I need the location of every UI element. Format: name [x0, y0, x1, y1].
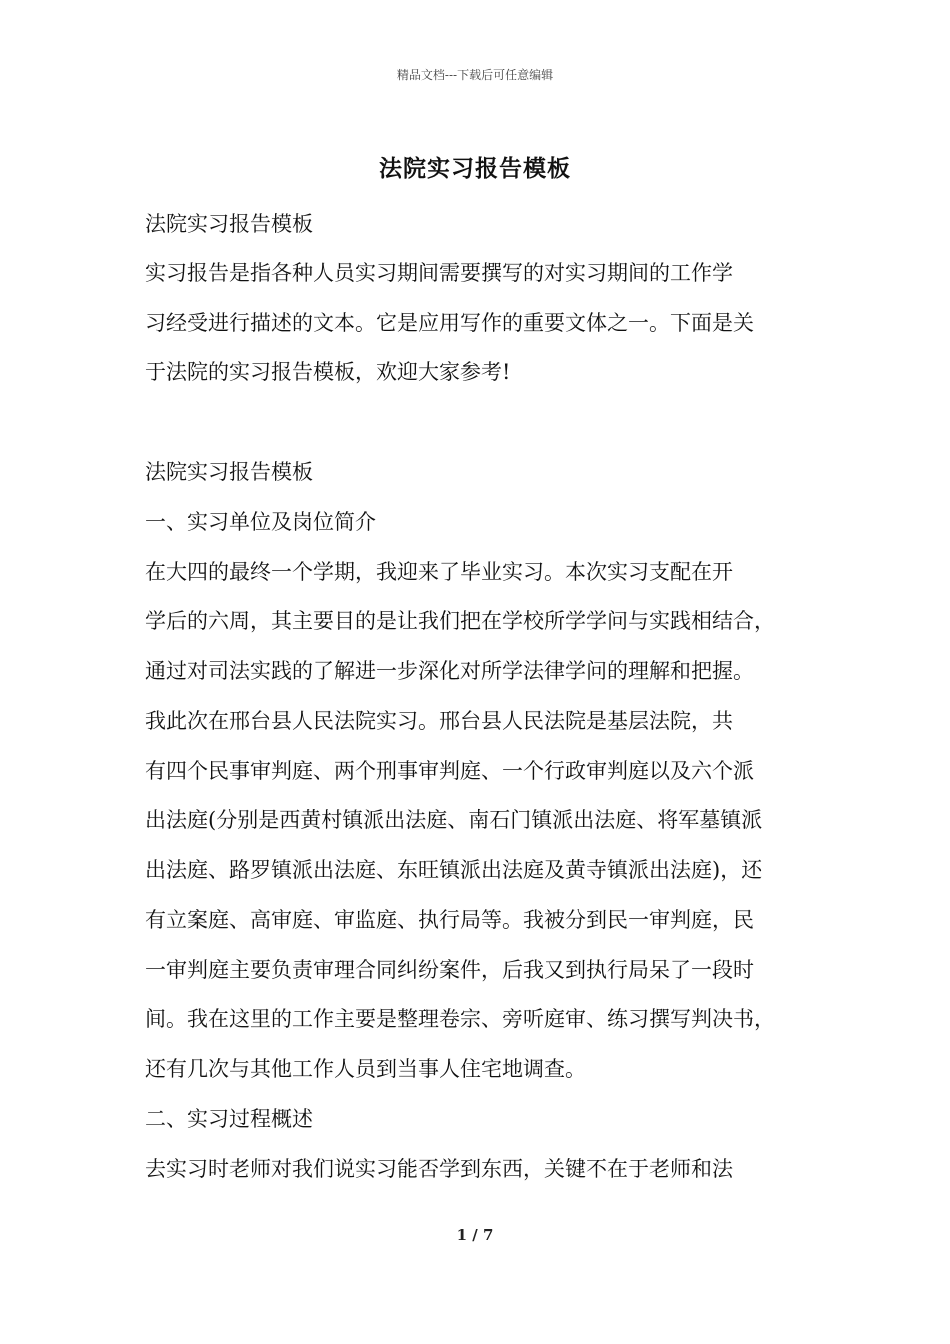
section-heading: 二、实习过程概述 — [145, 1107, 313, 1131]
paragraph-line: 一审判庭主要负责审理合同纠纷案件，后我又到执行局呆了一段时 — [145, 958, 754, 982]
paragraph-line: 我此次在邢台县人民法院实习。邢台县人民法院是基层法院，共 — [145, 709, 733, 733]
document-title: 法院实习报告模板 — [379, 155, 571, 182]
paragraph-line: 间。我在这里的工作主要是整理卷宗、旁听庭审、练习撰写判决书， — [145, 1007, 775, 1031]
paragraph-line: 有四个民事审判庭、两个刑事审判庭、一个行政审判庭以及六个派 — [145, 759, 754, 783]
paragraph-line: 有立案庭、高审庭、审监庭、执行局等。我被分到民一审判庭，民 — [145, 908, 754, 932]
paragraph-line: 习经受进行描述的文本。它是应用写作的重要文体之一。下面是关 — [145, 311, 754, 335]
page-number: 1 / 7 — [456, 1226, 494, 1244]
page-header: 精品文档---下载后可任意编辑 — [396, 68, 554, 82]
paragraph-line: 出法庭、路罗镇派出法庭、东旺镇派出法庭及黄寺镇派出法庭)，还 — [145, 858, 763, 882]
paragraph-line: 去实习时老师对我们说实习能否学到东西，关键不在于老师和法 — [145, 1157, 733, 1181]
paragraph-line: 通过对司法实践的了解进一步深化对所学法律学问的理解和把握。 — [145, 659, 754, 683]
paragraph-line: 还有几次与其他工作人员到当事人住宅地调查。 — [145, 1057, 586, 1081]
paragraph-line: 在大四的最终一个学期，我迎来了毕业实习。本次实习支配在开 — [145, 560, 733, 584]
section-heading: 法院实习报告模板 — [145, 460, 313, 484]
paragraph-line: 实习报告是指各种人员实习期间需要撰写的对实习期间的工作学 — [145, 261, 733, 285]
paragraph-line: 出法庭(分别是西黄村镇派出法庭、南石门镇派出法庭、将军墓镇派 — [145, 808, 763, 832]
subtitle-line: 法院实习报告模板 — [145, 212, 313, 236]
section-heading: 一、实习单位及岗位简介 — [145, 510, 376, 534]
paragraph-line: 学后的六周，其主要目的是让我们把在学校所学学问与实践相结合， — [145, 609, 775, 633]
paragraph-line: 于法院的实习报告模板，欢迎大家参考! — [145, 360, 511, 384]
